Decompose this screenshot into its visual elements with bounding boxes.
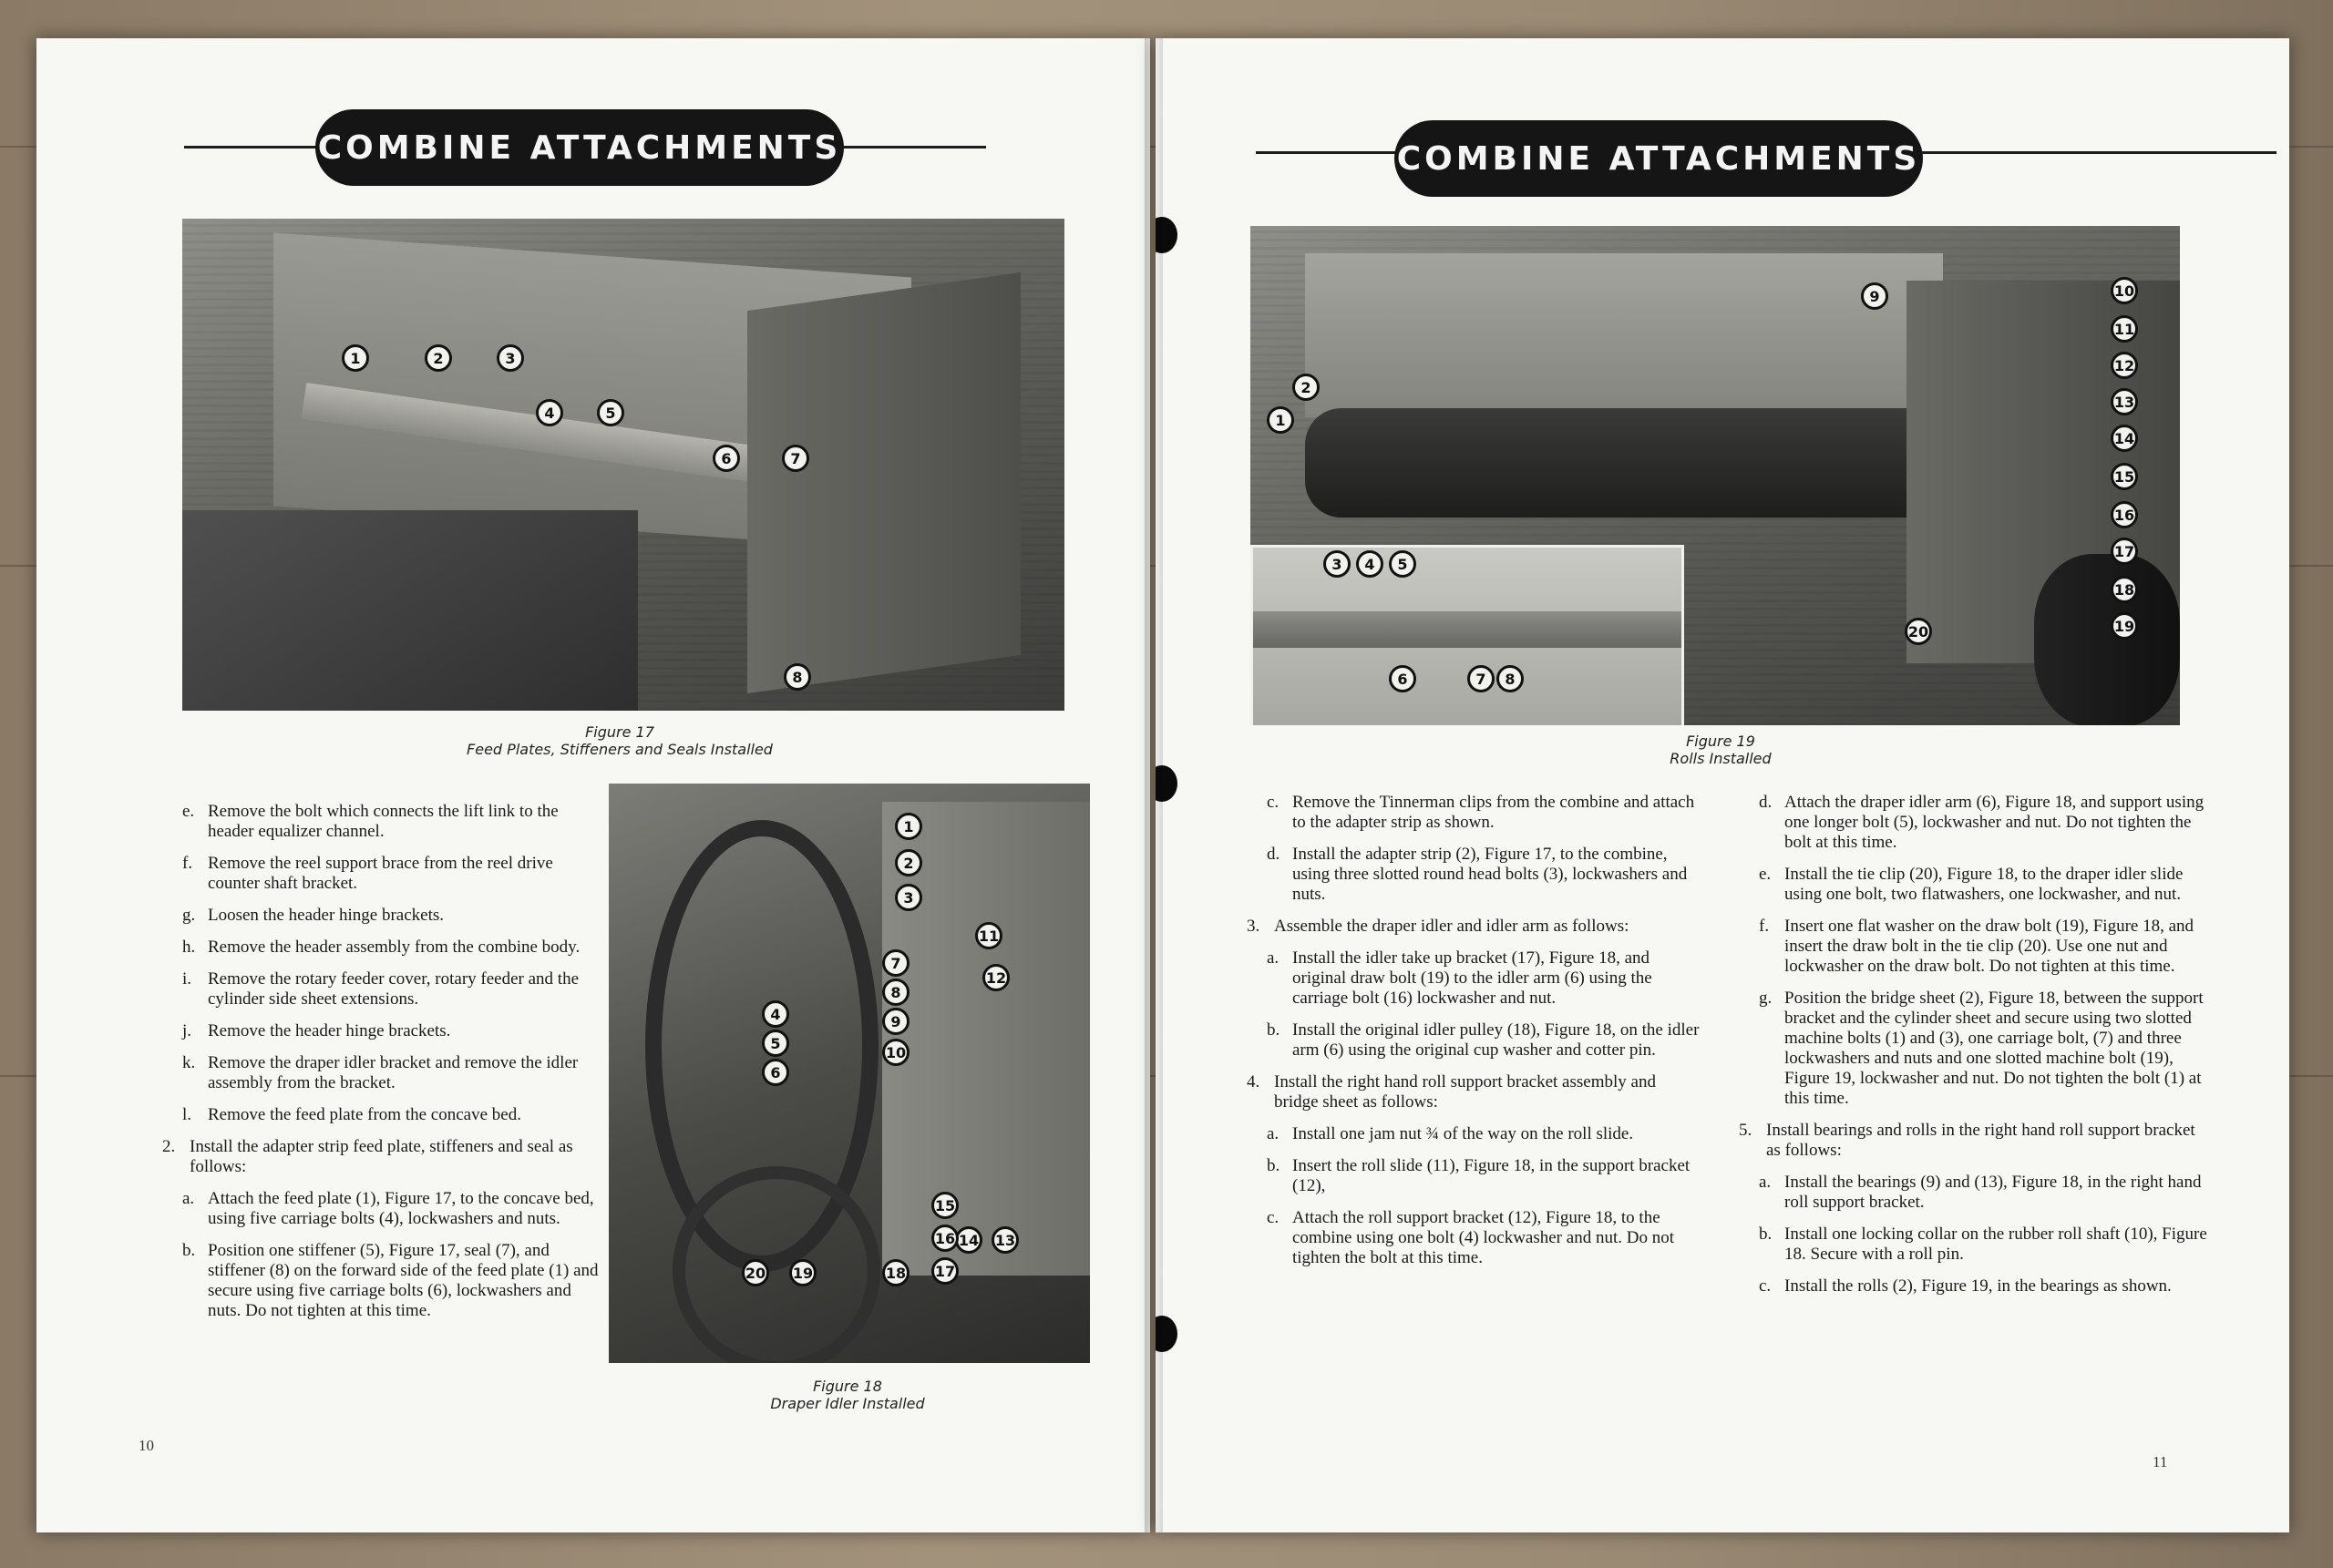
figure-17-photo <box>182 219 1064 711</box>
instruction-text: Insert one flat washer on the draw bolt (19), Figure 18, and insert the draw bolt in the tie clip (20). Use one nut and lockwasher on the draw bolt. Do not tighten at this time. <box>1784 917 2194 976</box>
instruction-item <box>162 1137 603 1177</box>
callout-5: 5 <box>762 1030 789 1057</box>
callout-6: 6 <box>1389 665 1416 692</box>
instruction-text: Attach the feed plate (1), Figure 17, to the concave bed, using five carriage bolts (4), lockwashers and nuts. <box>208 1189 594 1228</box>
instruction-text: Assemble the draper idler and idler arm as follows: <box>1274 917 1629 936</box>
callout-3: 3 <box>895 884 922 911</box>
callout-18: 18 <box>2111 576 2138 603</box>
instruction-text: Install the original idler pulley (18), Figure 18, on the idler arm (6) using the original cup washer and cotter pin. <box>1292 1020 1700 1060</box>
instruction-text: Install the idler take up bracket (17), Figure 18, and original draw bolt (19) to the idler arm (6) using the carriage bolt (16) lockwasher and nut. <box>1292 948 1652 1008</box>
figure-19-number: Figure 19 <box>1686 733 1755 750</box>
callout-5: 5 <box>597 399 624 426</box>
instruction-label: 3. <box>1247 917 1260 936</box>
callout-11: 11 <box>2111 315 2138 343</box>
instruction-item <box>1247 793 1702 833</box>
figure-18-caption <box>674 1378 1021 1412</box>
instruction-label: a. <box>1267 1124 1280 1143</box>
instruction-item <box>1247 845 1702 905</box>
instruction-item <box>162 1021 603 1041</box>
instruction-item <box>162 969 603 1009</box>
callout-8: 8 <box>1496 665 1524 692</box>
callout-2: 2 <box>1292 374 1320 401</box>
instruction-item <box>1247 948 1702 1009</box>
callout-16: 16 <box>931 1225 959 1252</box>
callout-12: 12 <box>2111 352 2138 379</box>
instruction-text: Install one jam nut ¾ of the way on the roll slide. <box>1292 1124 1634 1143</box>
page-number-left: 10 <box>139 1437 154 1454</box>
left-page <box>36 38 1150 1532</box>
callout-19: 19 <box>2111 612 2138 640</box>
instruction-text: Install the adapter strip feed plate, stiffeners and seal as follows: <box>190 1137 573 1176</box>
section-header: COMBINE ATTACHMENTS <box>315 109 844 186</box>
instruction-text: Loosen the header hinge brackets. <box>208 906 445 925</box>
instruction-item <box>1247 1020 1702 1061</box>
figure-18-photo <box>609 784 1090 1363</box>
instruction-label: c. <box>1759 1276 1772 1296</box>
callout-9: 9 <box>882 1008 910 1035</box>
instruction-label: l. <box>182 1105 192 1124</box>
instruction-item <box>1247 1072 1702 1112</box>
instruction-item <box>162 802 603 842</box>
instruction-item <box>162 1053 603 1093</box>
figure-18-title: Draper Idler Installed <box>770 1395 925 1412</box>
instruction-item <box>162 1105 603 1125</box>
instruction-item <box>1739 1173 2213 1213</box>
instruction-label: f. <box>182 854 193 873</box>
instruction-item <box>1247 1124 1702 1144</box>
callout-17: 17 <box>2111 538 2138 565</box>
instruction-item <box>162 854 603 894</box>
instruction-item <box>1739 917 2213 977</box>
instruction-text: Insert the roll slide (11), Figure 18, in the support bracket (12), <box>1292 1156 1691 1195</box>
instruction-label: 4. <box>1247 1072 1260 1091</box>
instruction-label: c. <box>1267 793 1280 812</box>
instruction-text: Remove the feed plate from the concave bed. <box>208 1105 521 1124</box>
callout-11: 11 <box>975 922 1002 949</box>
instruction-label: a. <box>182 1189 195 1208</box>
right-instructions-col1 <box>1247 793 1702 1280</box>
instruction-text: Remove the Tinnerman clips from the combine and attach to the adapter strip as shown. <box>1292 793 1695 832</box>
instruction-label: c. <box>1267 1208 1280 1227</box>
callout-20: 20 <box>742 1259 769 1286</box>
instruction-item <box>162 1189 603 1229</box>
instruction-label: j. <box>182 1021 192 1040</box>
callout-14: 14 <box>955 1226 982 1254</box>
figure-19-caption <box>1584 733 1857 767</box>
callout-3: 3 <box>497 344 524 372</box>
figure-17-caption <box>401 723 838 758</box>
callout-4: 4 <box>536 399 563 426</box>
instruction-label: a. <box>1759 1173 1772 1192</box>
instruction-label: a. <box>1267 948 1280 968</box>
figure-19-photo <box>1250 226 2180 725</box>
instruction-text: Install the tie clip (20), Figure 18, to the draper idler slide using one bolt, two flatwashers, one lockwasher, and nut. <box>1784 865 2184 904</box>
instruction-label: 2. <box>162 1137 176 1156</box>
instruction-text: Remove the draper idler bracket and remove the idler assembly from the bracket. <box>208 1053 579 1092</box>
callout-19: 19 <box>789 1259 817 1286</box>
callout-7: 7 <box>1467 665 1495 692</box>
callout-3: 3 <box>1323 550 1351 578</box>
callout-1: 1 <box>895 813 922 840</box>
callout-20: 20 <box>1905 618 1932 645</box>
callout-5: 5 <box>1389 550 1416 578</box>
instruction-label: b. <box>182 1241 196 1260</box>
instruction-label: h. <box>182 938 196 957</box>
instruction-label: 5. <box>1739 1121 1752 1140</box>
callout-8: 8 <box>784 663 811 691</box>
instruction-label: e. <box>182 802 195 821</box>
callout-15: 15 <box>931 1192 959 1219</box>
callout-1: 1 <box>342 344 369 372</box>
callout-13: 13 <box>2111 388 2138 415</box>
instruction-text: Attach the roll support bracket (12), Figure 18, to the combine using one bolt (4) lockwasher and nut. Do not tighten the bolt at this time. <box>1292 1208 1674 1267</box>
instruction-item <box>1739 1225 2213 1265</box>
callout-15: 15 <box>2111 463 2138 490</box>
callout-7: 7 <box>882 949 910 977</box>
instruction-text: Remove the reel support brace from the reel drive counter shaft bracket. <box>208 854 553 893</box>
book-gutter <box>1145 38 1163 1532</box>
callout-10: 10 <box>882 1039 910 1066</box>
callout-2: 2 <box>425 344 452 372</box>
instruction-label: b. <box>1267 1156 1280 1175</box>
section-header: COMBINE ATTACHMENTS <box>1394 120 1923 197</box>
instruction-text: Remove the bolt which connects the lift link to the header equalizer channel. <box>208 802 559 841</box>
callout-7: 7 <box>782 445 809 472</box>
instruction-item <box>1739 793 2213 853</box>
callout-14: 14 <box>2111 425 2138 452</box>
figure-19-title: Rolls Installed <box>1670 750 1772 767</box>
figure-17-title: Feed Plates, Stiffeners and Seals Installed <box>467 741 773 758</box>
callout-13: 13 <box>992 1226 1019 1254</box>
instruction-text: Install the bearings (9) and (13), Figure 18, in the right hand roll support bracket. <box>1784 1173 2202 1212</box>
instruction-item <box>1739 865 2213 905</box>
instruction-text: Install one locking collar on the rubber roll shaft (10), Figure 18. Secure with a roll pin. <box>1784 1225 2207 1264</box>
instruction-text: Position the bridge sheet (2), Figure 18, between the support bracket and the cylinder sheet and secure using two slotted machine bolts (1) and (3), one carriage bolt, (7) and three lockwashers and nuts and one slotted machine bolt (19), Figure 19, lockwasher and nut. Do not tighten the bolt (1) at this time. <box>1784 989 2204 1108</box>
figure-18-number: Figure 18 <box>813 1378 882 1395</box>
instruction-label: b. <box>1759 1225 1773 1244</box>
callout-12: 12 <box>982 964 1010 991</box>
right-page <box>1156 38 2289 1532</box>
instruction-label: d. <box>1267 845 1280 864</box>
callout-4: 4 <box>1356 550 1383 578</box>
instruction-label: e. <box>1759 865 1772 884</box>
instruction-item <box>162 1241 603 1321</box>
instruction-label: k. <box>182 1053 196 1072</box>
instruction-item <box>162 938 603 958</box>
callout-16: 16 <box>2111 501 2138 528</box>
instruction-item <box>1739 1121 2213 1161</box>
callout-8: 8 <box>882 979 910 1006</box>
instruction-item <box>1247 1156 1702 1196</box>
callout-1: 1 <box>1267 406 1294 434</box>
instruction-text: Install the adapter strip (2), Figure 17, to the combine, using three slotted round head bolts (3), lockwashers and nuts. <box>1292 845 1688 904</box>
instruction-text: Remove the rotary feeder cover, rotary feeder and the cylinder side sheet extensions. <box>208 969 579 1009</box>
instruction-item <box>1739 989 2213 1109</box>
instruction-label: i. <box>182 969 192 989</box>
instruction-label: f. <box>1759 917 1770 936</box>
right-instructions-col2 <box>1739 793 2213 1308</box>
instruction-label: g. <box>1759 989 1773 1008</box>
callout-17: 17 <box>931 1257 959 1285</box>
instruction-item <box>1247 1208 1702 1268</box>
callout-4: 4 <box>762 1000 789 1028</box>
instruction-item <box>162 906 603 926</box>
callout-6: 6 <box>713 445 740 472</box>
callout-18: 18 <box>882 1259 910 1286</box>
page-number-right: 11 <box>2153 1453 2168 1471</box>
instruction-text: Install bearings and rolls in the right hand roll support bracket as follows: <box>1766 1121 2195 1160</box>
instruction-label: g. <box>182 906 196 925</box>
instruction-text: Install the right hand roll support bracket assembly and bridge sheet as follows: <box>1274 1072 1656 1112</box>
left-instructions <box>162 802 603 1333</box>
instruction-label: d. <box>1759 793 1773 812</box>
callout-9: 9 <box>1861 282 1888 310</box>
instruction-text: Install the rolls (2), Figure 19, in the bearings as shown. <box>1784 1276 2172 1296</box>
instruction-text: Attach the draper idler arm (6), Figure 18, and support using one longer bolt (5), lockwasher and nut. Do not tighten the bolt at this time. <box>1784 793 2205 852</box>
callout-10: 10 <box>2111 277 2138 304</box>
instruction-text: Remove the header assembly from the combine body. <box>208 938 581 957</box>
instruction-item <box>1247 917 1702 937</box>
callout-2: 2 <box>895 849 922 876</box>
instruction-text: Position one stiffener (5), Figure 17, seal (7), and stiffener (8) on the forward side of the feed plate (1) and secure using five carriage bolts (6), lockwashers and nuts. Do not tighten at this time. <box>208 1241 599 1320</box>
instruction-text: Remove the header hinge brackets. <box>208 1021 451 1040</box>
figure-17-number: Figure 17 <box>585 723 654 741</box>
instruction-item <box>1739 1276 2213 1296</box>
callout-6: 6 <box>762 1059 789 1086</box>
instruction-label: b. <box>1267 1020 1280 1040</box>
